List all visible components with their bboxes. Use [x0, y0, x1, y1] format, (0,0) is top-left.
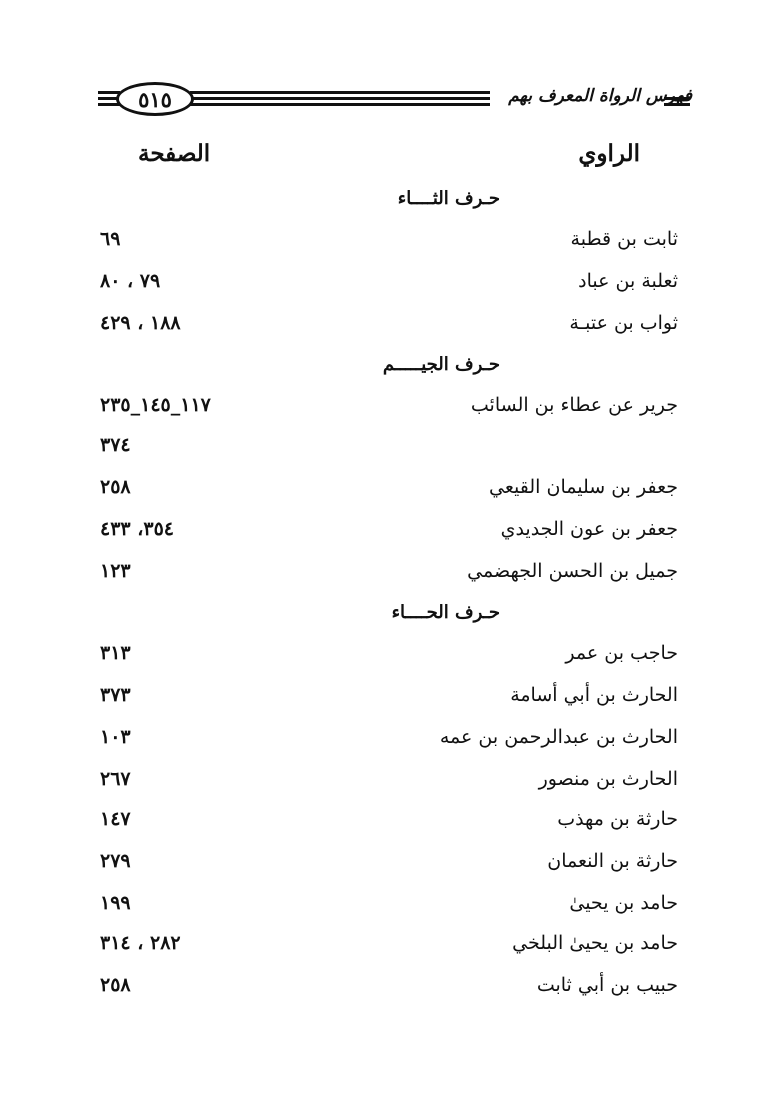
narrator-name: حامد بن يحيىٰ البلخي [512, 932, 678, 954]
index-entry [0, 684, 770, 716]
index-entry [0, 312, 770, 344]
header-rule-middle [190, 97, 490, 100]
page-refs: ١٠٣ [100, 726, 131, 748]
index-entry [0, 850, 770, 882]
narrator-name: حامد بن يحيىٰ [569, 892, 678, 914]
page-refs: ٣٥٤، ٤٣٣ [100, 518, 174, 540]
narrator-name: حارثة بن النعمان [547, 850, 678, 872]
narrator-name: الحارث بن عبدالرحمن بن عمه [439, 726, 678, 748]
page-refs: ١٩٩ [100, 892, 131, 914]
index-entry [0, 932, 770, 964]
page-refs: ٢٥٨ [100, 476, 131, 498]
narrator-name: جعفر بن سليمان القيعي [489, 476, 678, 498]
page-refs: ٢٧٩ [100, 850, 131, 872]
column-header-page: الصفحة [138, 140, 211, 167]
page-refs: ٢٥٨ [100, 974, 131, 996]
index-entry [0, 518, 770, 550]
narrator-name: جرير عن عطاء بن السائب [470, 394, 678, 416]
index-entry [0, 892, 770, 924]
index-entry [0, 394, 770, 426]
page-refs: ٦٩ [100, 228, 121, 250]
section-heading [0, 602, 770, 632]
page-refs: ١٢٣ [100, 560, 131, 582]
section-heading [0, 188, 770, 218]
page-refs: ١٨٨ ، ٤٢٩ [100, 312, 181, 334]
header-rule-middle [190, 103, 490, 106]
narrator-name: ثابت بن قطبة [570, 228, 678, 250]
page-number: ٥١٥ [116, 82, 194, 116]
index-entry [0, 560, 770, 592]
header-rule-middle [190, 91, 490, 94]
narrator-name: الحارث بن أبي أسامة [510, 684, 678, 706]
narrator-name: حبيب بن أبي ثابت [536, 974, 678, 996]
section-title: حـرف الثــــاء [397, 188, 500, 209]
index-entry [0, 434, 770, 466]
index-entry [0, 270, 770, 302]
section-title: حـرف الجيـــــم [382, 354, 500, 375]
index-entry [0, 642, 770, 674]
page-refs: ٢٨٢ ، ٣١٤ [100, 932, 181, 954]
running-title: فهرس الرواة المعرف بهم [508, 86, 692, 106]
page-refs: ١١٧_١٤٥_٢٣٥ [100, 394, 211, 416]
narrator-name: ثعلبة بن عباد [578, 270, 678, 292]
page-refs: ٧٩ ، ٨٠ [100, 270, 161, 292]
page-refs: ٣١٣ [100, 642, 131, 664]
narrator-name: حارثة بن مهذب [557, 808, 678, 830]
narrator-name: جعفر بن عون الجديدي [500, 518, 678, 540]
index-entry [0, 808, 770, 840]
narrator-name: الحارث بن منصور [538, 768, 678, 790]
page-refs: ٢٦٧ [100, 768, 131, 790]
index-entry [0, 768, 770, 800]
index-entry [0, 726, 770, 758]
index-entry [0, 228, 770, 260]
index-entry [0, 476, 770, 508]
running-header [0, 70, 770, 130]
page-refs: ٣٧٣ [100, 684, 131, 706]
narrator-name: حاجب بن عمر [565, 642, 678, 664]
section-heading [0, 354, 770, 384]
page-refs: ٣٧٤ [100, 434, 131, 456]
section-title: حـرف الحــــاء [391, 602, 500, 623]
index-entry [0, 974, 770, 1006]
narrator-name: ثواب بن عتبـة [569, 312, 678, 334]
page-refs: ١٤٧ [100, 808, 131, 830]
column-header-narrator: الراوي [578, 140, 640, 167]
narrator-name: جميل بن الحسن الجهضمي [467, 560, 678, 582]
